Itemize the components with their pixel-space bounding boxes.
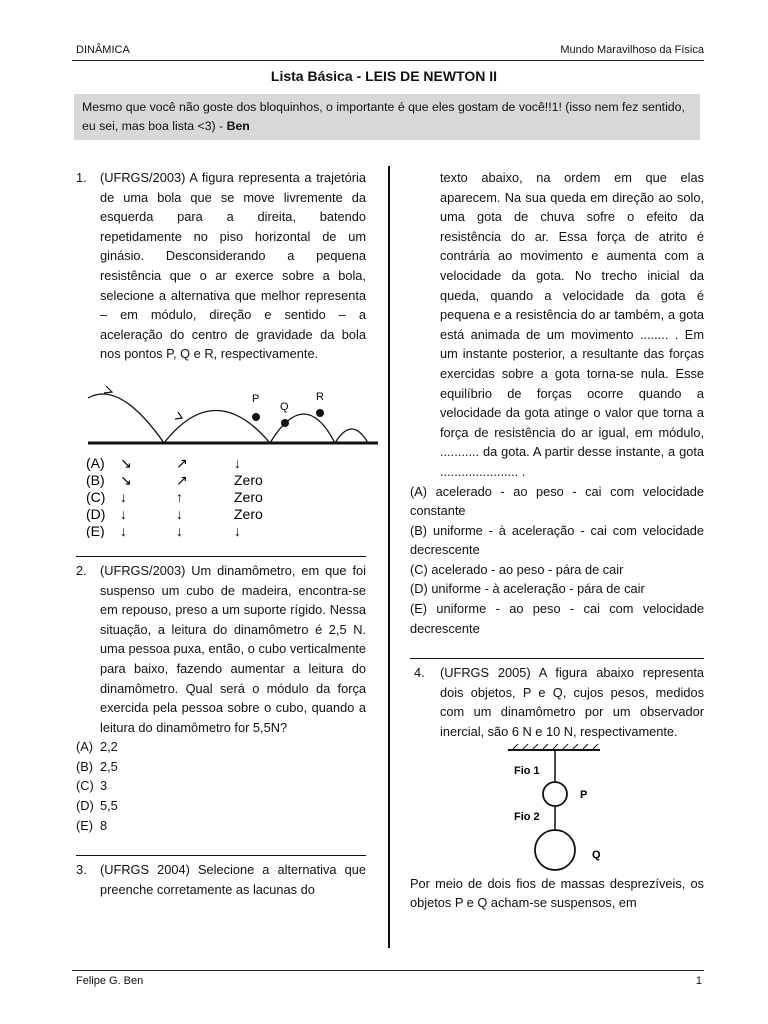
option-text: 5,5 [100, 798, 118, 814]
row-d-c3: Zero [234, 505, 263, 522]
question-4-figure [500, 744, 610, 872]
option-text: 8 [100, 817, 108, 833]
footer-author: Felipe G. Ben [76, 975, 144, 987]
row-a-label: (A) [86, 454, 105, 471]
row-c-c3: Zero [234, 488, 263, 505]
object-q-label: Q [592, 848, 601, 861]
page-title: Lista Básica - LEIS DE NEWTON II [270, 68, 498, 84]
trajectory-arc-1 [88, 394, 164, 443]
row-c-label: (C) [86, 488, 106, 505]
option-label: (E) [76, 817, 94, 833]
point-q [281, 419, 289, 427]
row-e-c3: ↓ [234, 522, 241, 538]
option-e [76, 816, 366, 836]
option-text: 3 [100, 778, 108, 794]
option-text: 2,5 [100, 758, 118, 774]
row-b-label: (B) [86, 471, 105, 488]
row-b-c3: Zero [234, 471, 263, 488]
question-3-options [410, 482, 704, 639]
row-a-c2: ↗ [176, 454, 188, 471]
row-b-c1: ↘ [120, 471, 132, 488]
row-a-c1: ↘ [120, 454, 132, 471]
answer-table [86, 455, 263, 538]
intro-text: Mesmo que você não goste dos bloquinhos, o importante é que eles gostam de você!!1! (isso nem fez sentido, eu sei, mas boa lista <3) - [82, 100, 685, 133]
question-4-number: 4. [414, 665, 425, 681]
question-3-start [76, 860, 366, 899]
row-e-label: (E) [86, 522, 105, 538]
question-1 [76, 168, 366, 364]
question-3-number: 3. [76, 862, 87, 878]
question-4 [410, 663, 704, 741]
q3-option-e: (E) uniforme - ao peso - cai com velocidade decrescente [410, 601, 704, 636]
question-1-figure [80, 380, 380, 538]
header-left: DINÂMICA [76, 44, 130, 56]
option-label: (D) [76, 798, 94, 814]
question-1-number: 1. [76, 170, 87, 185]
footer-divider [72, 970, 704, 971]
object-p-label: P [580, 788, 588, 801]
object-p [543, 782, 567, 806]
question-4-text-after: Por meio de dois fios de massas desprezíveis, os objetos P e Q acham-se suspensos, em [410, 875, 704, 911]
question-2-number: 2. [76, 562, 87, 578]
column-divider [388, 166, 390, 948]
point-p [252, 413, 260, 421]
header-right: Mundo Maravilhoso da Física [560, 44, 704, 56]
option-c [76, 776, 366, 796]
row-d-c2: ↓ [176, 505, 183, 522]
question-4-text: (UFRGS 2005) A figura abaixo representa dois objetos, P e Q, cujos pesos, medidos com um dinamômetro por um observador inercial, são 6 N e 10 N, respectivamente. [440, 665, 704, 740]
option-d [76, 796, 366, 816]
option-a [76, 737, 366, 757]
fio-1-label: Fio 1 [514, 764, 540, 777]
arrow-left-icon [104, 386, 112, 393]
question-3-text-start: (UFRGS 2004) Selecione a alternativa que preenche corretamente as lacunas do [100, 862, 366, 897]
option-label: (A) [76, 739, 94, 755]
point-p-label: P [252, 392, 260, 405]
arrow-right-icon [175, 412, 182, 419]
separator-1 [76, 556, 366, 557]
point-q-label: Q [280, 400, 289, 413]
point-r [316, 409, 324, 417]
q3-option-c: (C) acelerado - ao peso - pára de cair [410, 561, 624, 577]
row-d-label: (D) [86, 505, 106, 522]
header-divider [72, 60, 704, 61]
right-column [410, 168, 704, 913]
intro-box [74, 94, 700, 140]
option-b [76, 757, 366, 777]
row-e-c2: ↓ [176, 522, 183, 538]
q3-option-b: (B) uniforme - à aceleração - cai com velocidade decrescente [410, 522, 704, 558]
trajectory-arc-3 [270, 414, 335, 443]
q3-option-d: (D) uniforme - à aceleração - pára de cair [410, 581, 645, 597]
separator-2 [76, 855, 366, 856]
object-q [535, 830, 575, 870]
option-text: 2,2 [100, 739, 118, 755]
point-r-label: R [316, 390, 324, 403]
trajectory-arc-4 [335, 429, 368, 443]
q3-option-a: (A) acelerado - ao peso - cai com velocidade constante [410, 483, 704, 519]
row-d-c1: ↓ [120, 505, 127, 522]
intro-author: Ben [226, 119, 250, 133]
left-column [76, 168, 366, 899]
row-a-c3: ↓ [234, 454, 241, 471]
question-1-text: (UFRGS/2003) A figura representa a trajetória de uma bola que se move livremente da esquerda para a direita, batendo repetidamente no piso horizontal de um ginásio. Desconsiderando a pequena resistência que o ar exerce sobre a bola, selecione a alternativa que melhor representa – em módulo, direção e sentido – a aceleração do centro de gravidade da bola nos pontos P, Q e R, respectivamente. [100, 170, 366, 362]
option-label: (C) [76, 778, 94, 794]
row-e-c1: ↓ [120, 522, 127, 538]
fio-2-label: Fio 2 [514, 810, 540, 823]
row-c-c1: ↓ [120, 488, 127, 505]
row-b-c2: ↗ [176, 471, 188, 488]
question-2-text: (UFRGS/2003) Um dinamômetro, em que foi suspenso um cubo de madeira, encontra-se em repouso, preso a um suporte rígido. Nessa situação, a leitura do dinamômetro é 2,5 N. uma pessoa puxa, então, o cubo verticalmente para baixo, fazendo aumentar a leitura do dinamômetro. Qual será o módulo da força exercida pela pessoa sobre o cubo, quando a leitura do dinamômetro for 5,5N? [100, 562, 366, 735]
question-2-options [76, 737, 366, 835]
row-c-c2: ↑ [176, 488, 183, 505]
page-number: 1 [695, 975, 702, 987]
separator-3 [410, 658, 704, 659]
option-label: (B) [76, 758, 94, 774]
question-3-text-cont: texto abaixo, na ordem em que elas aparecem. Na sua queda em direção ao solo, uma gota de chuva sofre o efeito da resistência do ar. Essa força de atrito é contrária ao movimento e aumenta com a velocidade da gota. No trecho inicial da queda, quando a velocidade da gota é pequena e a resistência do ar também, a gota está animada de um movimento ........ . Em um instante posterior, a resultante das forças exercidas sobre a gota torna-se nula. Esse equilíbrio de forças ocorre quando a velocidade da gota atinge o valor que torna a força de resistência do ar igual, em módulo, ........... da gota. A partir desse instante, a gota ...................... . [440, 170, 704, 479]
question-2 [76, 561, 366, 737]
